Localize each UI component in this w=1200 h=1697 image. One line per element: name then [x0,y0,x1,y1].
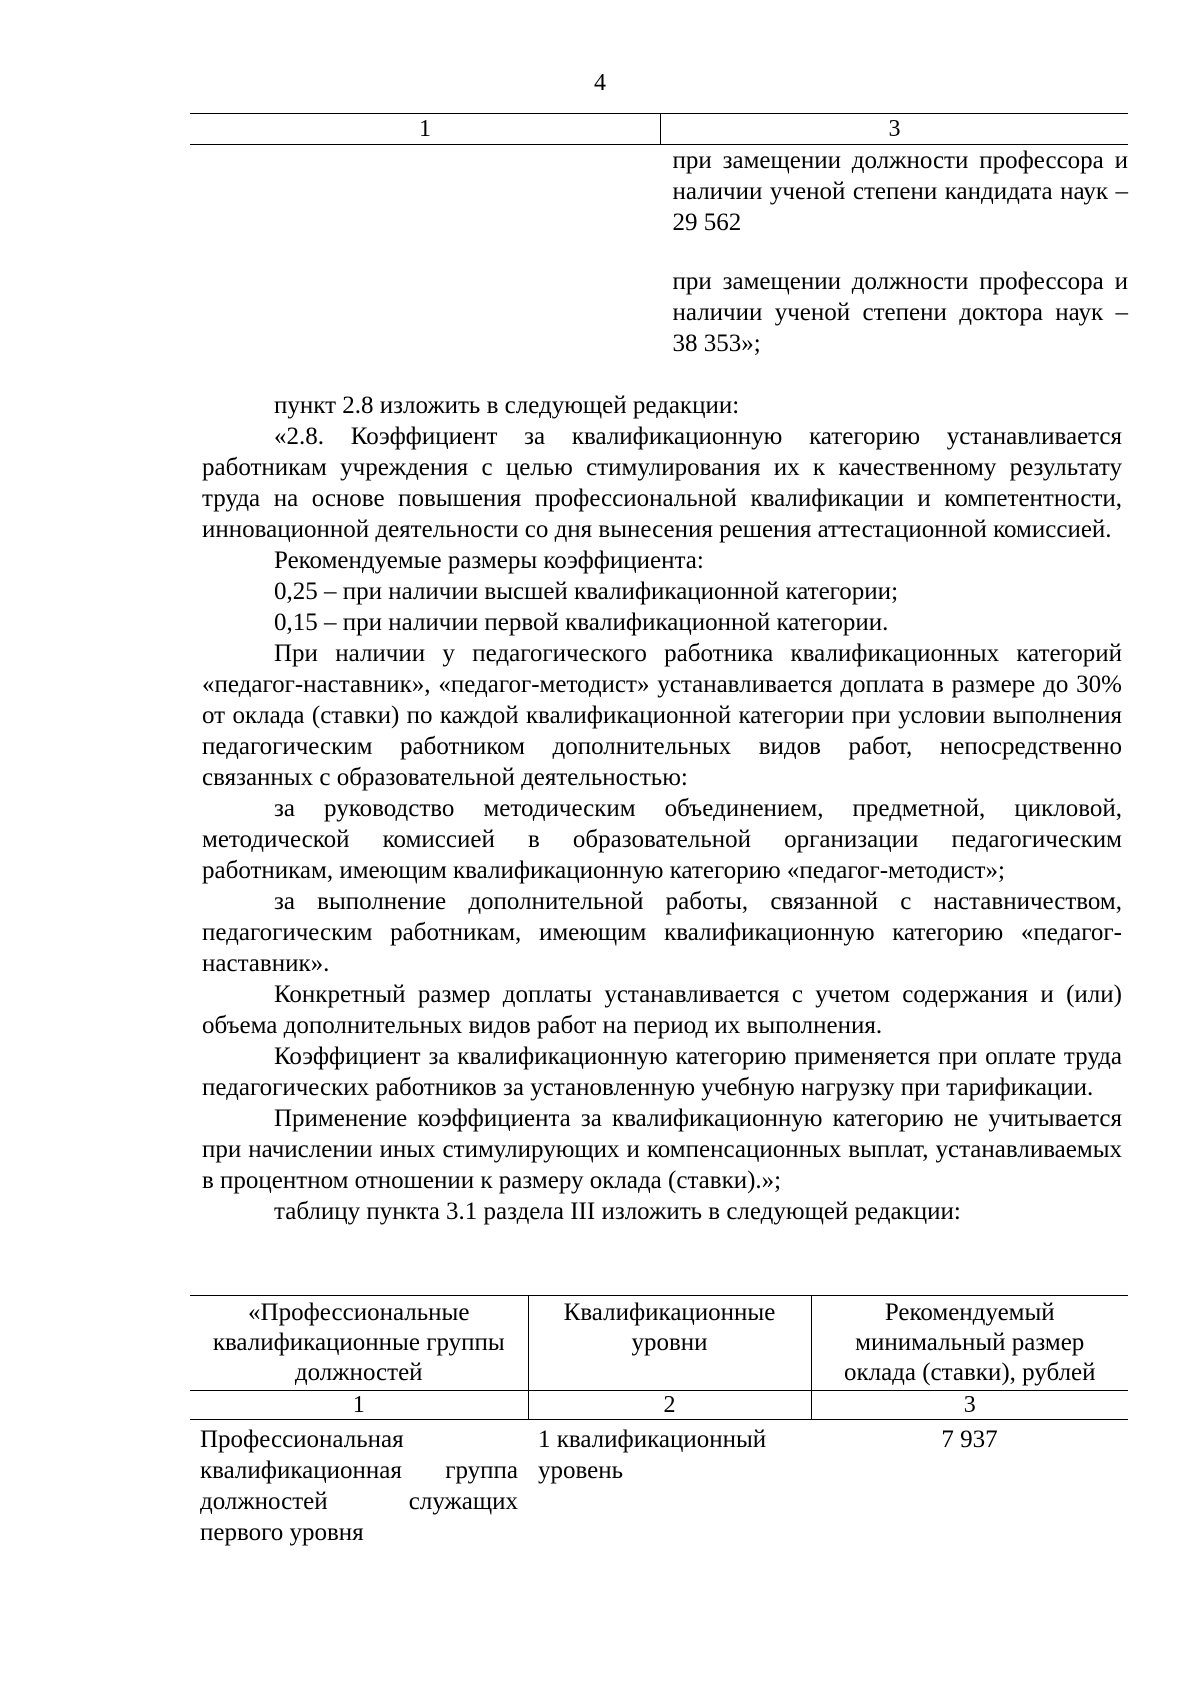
condition-candidate: при замещении должности профессора и наличии ученой степени кандидата наук – 29 562 [672,147,1128,236]
column-number: 1 [190,1391,528,1420]
column-number: 2 [528,1391,811,1420]
header-qualification-levels: Квалификационные уровни [528,1296,811,1391]
paragraph: Применение коэффициента за квалификационную категорию не учитывается при начислении иных стимулирующих и компенсационных выплат, устанавливаемых в процентном отношении к размеру оклада (ставки).»; [202,1105,1122,1194]
paragraph: 0,25 – при наличии высшей квалификационной категории; [274,578,899,605]
paragraph: за руководство методическим объединением, предметной, цикловой, методической комиссией в образовательной организации педагогическим работникам, имеющим квалификационную категорию «педагог-методист»; [202,795,1122,884]
paragraph: Конкретный размер доплаты устанавливается с учетом содержания и (или) объема дополнительных видов работ на период их выполнения. [202,981,1122,1039]
header-min-salary: Рекомендуемый минимальный размер оклада (ставки), рублей [811,1296,1128,1391]
paragraph: Рекомендуемые размеры коэффициента: [274,547,704,574]
salary-value-cell: 7 937 [941,1426,998,1453]
paragraph: таблицу пункта 3.1 раздела III изложить в следующей редакции: [274,1198,961,1225]
table-row [190,1420,1128,1549]
header-qualification-groups: «Профессиональные квалификационные группы должностей [190,1296,528,1391]
document-body [202,390,1122,1227]
page-number: 4 [594,70,606,96]
qualification-group-cell: Профессиональная квалификационная группа должностей служащих первого уровня [200,1426,518,1546]
condition-doctor: при замещении должности профессора и наличии ученой степени доктора наук – 38 353»; [672,268,1128,357]
paragraph: 0,15 – при наличии первой квалификационной категории. [274,609,889,636]
paragraph: Коэффициент за квалификационную категорию применяется при оплате труда педагогических работников за установленную учебную нагрузку при тарификации. [202,1043,1122,1101]
paragraph: При наличии у педагогического работника квалификационных категорий «педагог-наставник», «педагог-методист» устанавливается доплата в размере до 30% от оклада (ставки) по каждой квалификационной категории при условии выполнения педагогическим работником дополнительных видов работ, непосредственно связанных с образовательной деятельностью: [202,640,1122,791]
paragraph: за выполнение дополнительной работы, связанной с наставничеством, педагогическим работникам, имеющим квалификационную категорию «педагог-наставник». [202,888,1122,977]
qualification-level-cell: 1 квалификационный уровень [538,1426,767,1484]
salary-table [190,1295,1128,1548]
column-header-3: 3 [661,114,1129,145]
paragraph: «2.8. Коэффициент за квалификационную категорию устанавливается работникам учреждения с целью стимулирования их к качественному результату труда на основе повышения профессиональной квалификации и компетентности, инновационной деятельности со дня вынесения решения аттестационной комиссией. [202,423,1122,543]
empty-cell [190,145,661,360]
column-number: 3 [811,1391,1128,1420]
paragraph: пункт 2.8 изложить в следующей редакции: [274,392,740,419]
column-header-1: 1 [190,114,661,145]
continued-table [190,113,1128,359]
salary-conditions-cell [661,145,1129,360]
